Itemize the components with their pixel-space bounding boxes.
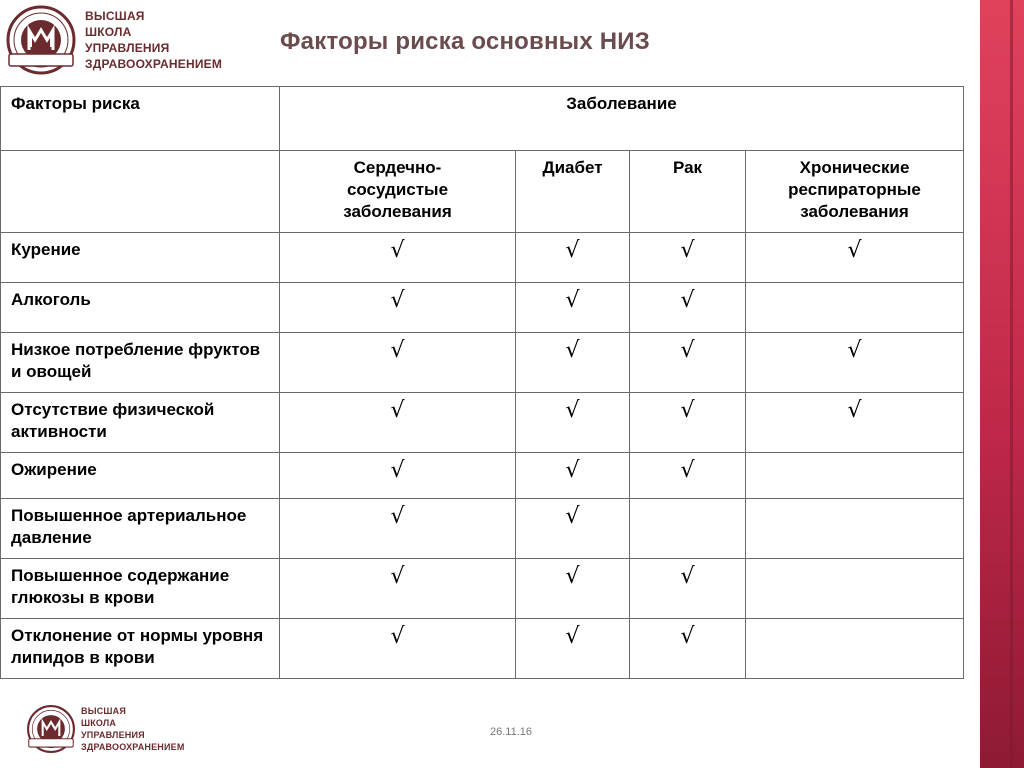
check-mark-cell: √: [280, 559, 516, 619]
check-mark-cell: √: [516, 499, 630, 559]
table-row: [1, 453, 964, 499]
logo-line: УПРАВЛЕНИЯ: [85, 41, 170, 55]
risk-factors-table: [0, 86, 964, 679]
check-mark-cell: √: [630, 453, 746, 499]
empty-cell: [746, 499, 964, 559]
risk-factor-cell: Ожирение: [1, 453, 280, 499]
footer-logo: [26, 704, 185, 754]
table-row: [1, 393, 964, 453]
risk-factor-cell: Повышенное артериальное давление: [1, 499, 280, 559]
check-mark-cell: √: [280, 619, 516, 679]
empty-cell: [746, 619, 964, 679]
header-logo: [5, 4, 222, 76]
check-mark-cell: √: [746, 393, 964, 453]
check-mark-cell: √: [280, 333, 516, 393]
logo-line: ВЫСШАЯ: [85, 9, 145, 23]
logo-text: [85, 8, 222, 72]
logo-text: [81, 705, 185, 753]
check-mark-cell: √: [630, 283, 746, 333]
check-mark-cell: √: [280, 233, 516, 283]
table-header-row: [1, 87, 964, 151]
check-mark-cell: √: [516, 233, 630, 283]
logo-line: ЗДРАВООХРАНЕНИЕМ: [81, 742, 185, 752]
check-mark-cell: √: [516, 333, 630, 393]
slide-date: 26.11.16: [490, 726, 533, 738]
check-mark-cell: √: [630, 233, 746, 283]
risk-factor-cell: Отклонение от нормы уровня липидов в крови: [1, 619, 280, 679]
logo-line: ЗДРАВООХРАНЕНИЕМ: [85, 57, 223, 71]
decorative-side-stripe: [980, 0, 1024, 768]
check-mark-cell: √: [280, 283, 516, 333]
check-mark-cell: √: [516, 283, 630, 333]
logo-line: ШКОЛА: [81, 718, 117, 728]
check-mark-cell: √: [280, 499, 516, 559]
column-respiratory: Хронические респираторные заболевания: [746, 151, 964, 233]
check-mark-cell: √: [516, 559, 630, 619]
check-mark-cell: √: [280, 453, 516, 499]
empty-cell: [746, 559, 964, 619]
empty-cell: [746, 453, 964, 499]
column-cardiovascular: Сердечно-сосудистые заболевания: [280, 151, 516, 233]
table-row: [1, 619, 964, 679]
risk-factor-cell: Низкое потребление фруктов и овощей: [1, 333, 280, 393]
check-mark-cell: √: [630, 619, 746, 679]
column-diabetes: Диабет: [516, 151, 630, 233]
column-cancer: Рак: [630, 151, 746, 233]
logo-line: УПРАВЛЕНИЯ: [81, 730, 145, 740]
risk-factor-cell: Курение: [1, 233, 280, 283]
empty-cell: [746, 283, 964, 333]
logo-line: ВЫСШАЯ: [81, 706, 127, 716]
table-row: [1, 499, 964, 559]
header-factor-cell: Факторы риска: [1, 87, 280, 151]
check-mark-cell: √: [516, 393, 630, 453]
empty-header-cell: [1, 151, 280, 233]
check-mark-cell: √: [746, 233, 964, 283]
check-mark-cell: √: [280, 393, 516, 453]
table-row: [1, 233, 964, 283]
logo-line: ШКОЛА: [85, 25, 132, 39]
risk-factor-cell: Алкоголь: [1, 283, 280, 333]
check-mark-cell: √: [630, 333, 746, 393]
empty-cell: [630, 499, 746, 559]
check-mark-cell: √: [630, 559, 746, 619]
table-row: [1, 283, 964, 333]
risk-factor-cell: Повышенное содержание глюкозы в крови: [1, 559, 280, 619]
table-row: [1, 333, 964, 393]
school-emblem-icon: [5, 4, 77, 76]
risk-factor-cell: Отсутствие физической активности: [1, 393, 280, 453]
check-mark-cell: √: [630, 393, 746, 453]
check-mark-cell: √: [516, 619, 630, 679]
table-row: [1, 559, 964, 619]
header-disease-cell: Заболевание: [280, 87, 964, 151]
school-emblem-icon: [26, 704, 76, 754]
check-mark-cell: √: [516, 453, 630, 499]
check-mark-cell: √: [746, 333, 964, 393]
table-subheader-row: [1, 151, 964, 233]
slide-title: Факторы риска основных НИЗ: [280, 28, 650, 55]
